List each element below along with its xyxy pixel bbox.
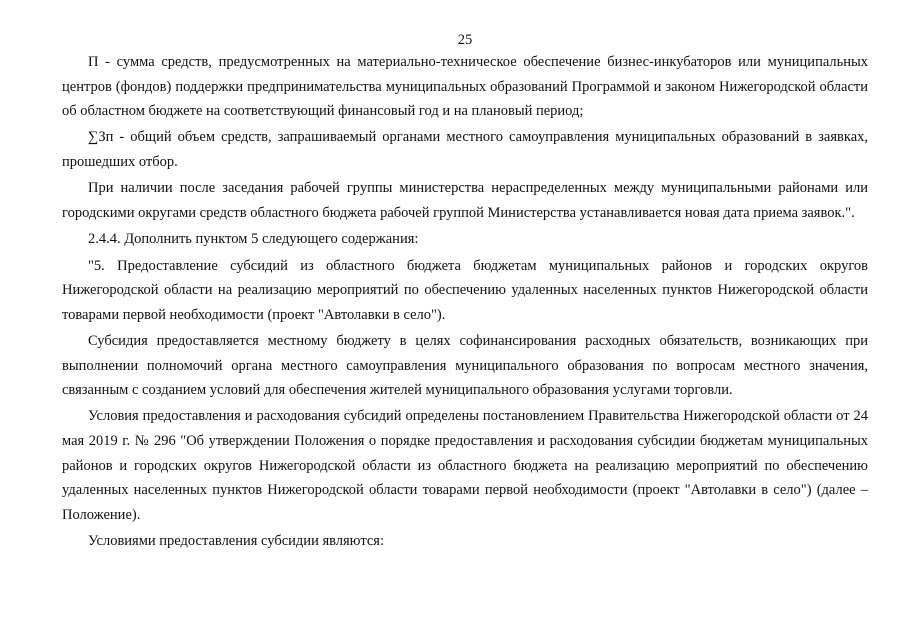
paragraph-amendment-2-4-4: 2.4.4. Дополнить пунктом 5 следующего содержания: xyxy=(88,231,419,248)
document-body xyxy=(62,50,868,555)
paragraph-new-date: При наличии после заседания рабочей группы министерства нераспределенных между муниципальными районами или городскими округами средств областного бюджета рабочей группой Министерства устанавливается новая дата приема заявок.". xyxy=(62,180,868,221)
paragraph-conditions-decree: Условия предоставления и расходования субсидий определены постановлением Правительства Нижегородской области от 24 мая 2019 г. № 296 "Об утверждении Положения о порядке предоставления и расходования субсидии бюджетам муниципальных районов и городских округов Нижегородской области из областного бюджета на реализацию мероприятий по обеспечению удаленных населенных пунктов Нижегородской области товарами первой необходимости (проект "Автолавки в село") (далее – Положение). xyxy=(62,408,868,523)
paragraph-subsidy-purpose: Субсидия предоставляется местному бюджету в целях софинансирования расходных обязательств, возникающих при выполнении полномочий органа местного самоуправления муниципального образования по вопросам местного значения, связанным с созданием условий для обеспечения жителей муниципального образования услугами торговли. xyxy=(62,332,868,399)
paragraph-p-definition: П - сумма средств, предусмотренных на материально-техническое обеспечение бизнес-инкубаторов или муниципальных центров (фондов) поддержки предпринимательства муниципальных образований Программой и законом Нижегородской области об областном бюджете на соответствующий финансовый год и на плановый период; xyxy=(62,54,868,120)
paragraph-conditions-list-intro: Условиями предоставления субсидии являются: xyxy=(88,533,384,550)
paragraph-item-5: "5. Предоставление субсидий из областного бюджета бюджетам муниципальных районов и городских округов Нижегородской области на реализацию мероприятий по обеспечению удаленных населенных пунктов Нижегородской области товарами первой необходимости (проект "Автолавки в село"). xyxy=(62,257,868,323)
page-number: 25 xyxy=(457,32,473,48)
paragraph-sum-definition: ∑Зп - общий объем средств, запрашиваемый органами местного самоуправления муниципальных образований в заявках, прошедших отбор. xyxy=(62,129,868,171)
